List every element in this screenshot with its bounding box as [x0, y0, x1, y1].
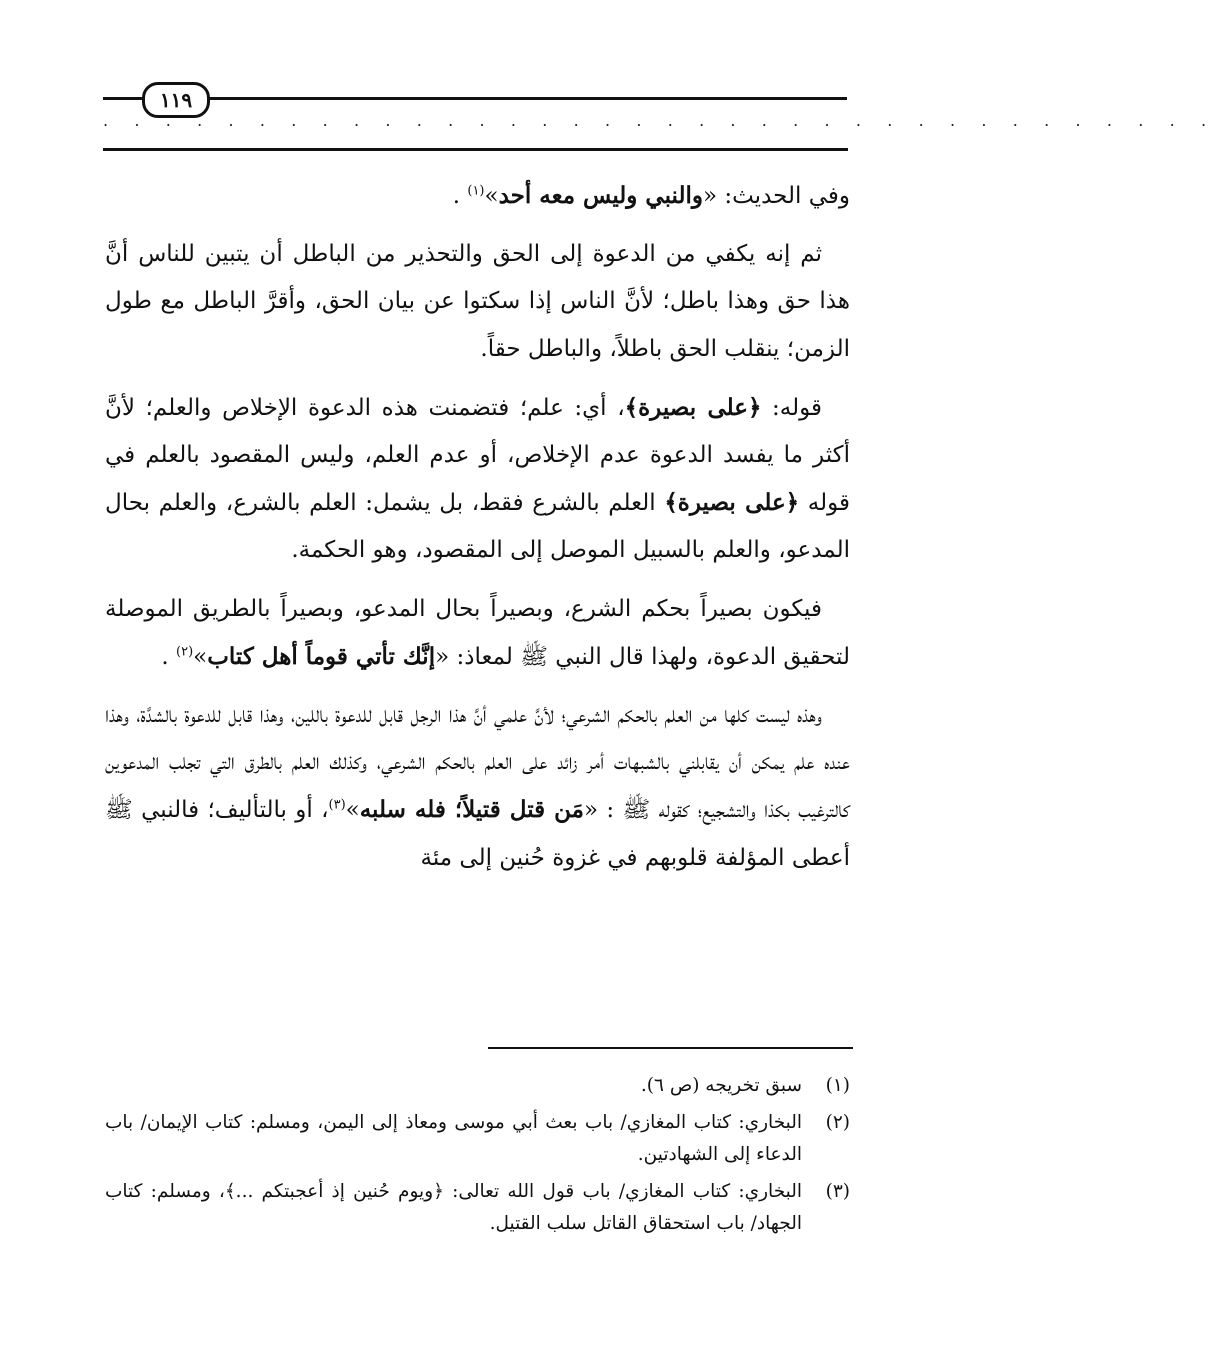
text-segment: » [345, 797, 360, 824]
text-segment: ثم إنه يكفي من الدعوة إلى الحق والتحذير من الباطل أن يتبين للناس أنَّ هذا حق وهذا باطل؛ لأنَّ الناس إذا سكتوا عن بيان الحق، وأقرَّ الباطل مع طول الزمن؛ ينقلب الحق باطلاً، والباطل حقاً. [105, 241, 850, 362]
text-segment: قوله: [761, 394, 823, 421]
paragraph [105, 586, 850, 681]
hadith-quote: إنَّك تأتي قوماً أهل كتاب [207, 642, 436, 670]
footnote-separator [488, 1047, 853, 1049]
footnote [105, 1107, 850, 1171]
paragraph [105, 384, 850, 575]
footnotes [105, 1070, 850, 1245]
main-text [105, 172, 850, 882]
page-number: ١١٩ [142, 82, 210, 118]
paragraph [105, 692, 850, 882]
paragraph [105, 231, 850, 373]
header-dotted-rule: . . . . . . . . . . . . . . . . . . . . . . . . . . . . . . . . . . . . [103, 111, 1217, 130]
header-rule-bottom [103, 148, 848, 151]
footnote-number: (١) [825, 1075, 850, 1096]
footnote-number: (٢) [825, 1112, 850, 1133]
header-rule-right [205, 97, 847, 100]
footnote-number: (٣) [825, 1181, 850, 1202]
text-segment: وفي الحديث: « [702, 183, 850, 209]
text-segment: فيكون بصيراً بحكم الشرع، وبصيراً بحال المدعو، وبصيراً بالطريق الموصلة لتحقيق الدعوة، ولهذا قال النبي ﷺ لمعاذ: « [105, 595, 850, 670]
footnote [105, 1070, 850, 1102]
text-segment: . [161, 643, 176, 670]
hadith-quote: والنبي وليس معه أحد [498, 182, 703, 209]
paragraph [105, 172, 850, 220]
footnote-text: البخاري: كتاب المغازي/ باب بعث أبي موسى ومعاذ إلى اليمن، ومسلم: كتاب الإيمان/ باب الدعاء إلى الشهادتين. [105, 1112, 802, 1165]
text-segment: ، أي: علم؛ فتضمنت هذه الدعوة الإخلاص والعلم؛ لأنَّ أكثر ما يفسد الدعوة عدم الإخلاص، أو عدم العلم، وليس المقصود بالعلم في قوله [105, 394, 850, 517]
header-rule-left [103, 97, 143, 100]
footnote-text: البخاري: كتاب المغازي/ باب قول الله تعالى: ﴿ويوم حُنين إذ أعجبتكم ...﴾، ومسلم: كتاب الجهاد/ باب استحقاق القاتل سلب القتيل. [105, 1181, 802, 1234]
text-segment: ، أو بالتأليف؛ فالنبي ﷺ أعطى المؤلفة قلوبهم في غزوة حُنين إلى مئة [105, 797, 850, 871]
footnote-ref: (٣) [328, 797, 346, 813]
text-segment: وهذه ليست كلها من العلم بالحكم الشرعي؛ لأنَّ علمي أنَّ هذا الرجل قابل للدعوة باللين، وهذا قابل للدعوة بالشدَّة، وهذا عنده علم يمكن أن يقابلني بالشبهات أمر زائد على العلم بالحكم الشرعي، وكذلك العلم بالطرق التي تجلب المدعوين كالترغيب بكذا والتشجيع؛ كقوله ﷺ : « [105, 702, 851, 824]
page-header [0, 0, 1217, 160]
footnote-text: سبق تخريجه (ص ٦). [640, 1075, 802, 1096]
text-segment: » [193, 643, 208, 670]
text-segment: » [484, 183, 499, 209]
footnote [105, 1176, 850, 1240]
hadith-quote: مَن قتل قتيلاً؛ فله سلبه [359, 796, 584, 824]
text-segment: العلم بالشرع فقط، بل يشمل: العلم بالشرع، والعلم بحال المدعو، والعلم بالسبيل الموصل إلى المقصود، وهو الحكمة. [105, 490, 850, 564]
footnote-ref: (١) [467, 183, 485, 199]
quran-quote: ﴿على بصيرة﴾ [664, 489, 800, 517]
text-segment: . [452, 183, 468, 209]
quran-quote: ﴿على بصيرة﴾ [624, 393, 762, 421]
footnote-ref: (٢) [176, 644, 194, 660]
